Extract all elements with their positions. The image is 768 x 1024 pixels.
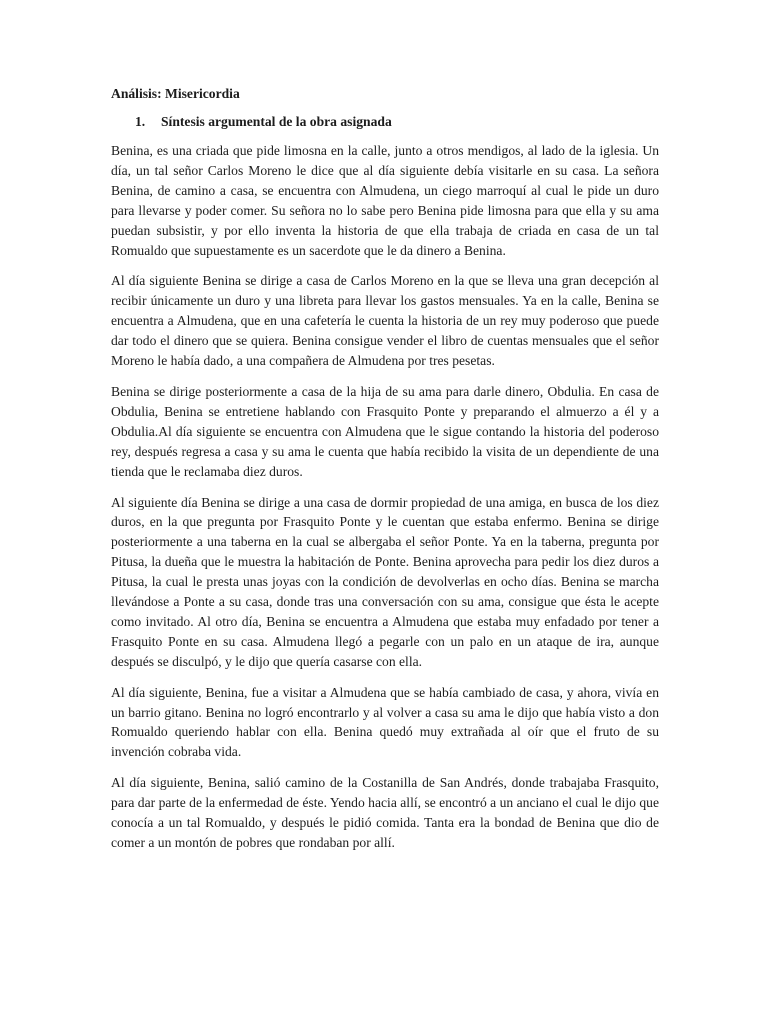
paragraph: Benina, es una criada que pide limosna en la calle, junto a otros mendigos, al lado de la iglesia. Un día, un tal señor Carlos Moreno le dice que al día siguiente debía visitarle en su casa. La señora Benina, de camino a casa, se encuentra con Almudena, un ciego marroquí al cual le pide un duro para llevarse y poder comer. Su señora no lo sabe pero Benina pide limosna para que ella y su ama puedan subsistir, y por ello inventa la historia de que ella trabaja de criada en casa de un tal Romualdo que supuestamente es un sacerdote que le da dinero a Benina. — [111, 143, 659, 258]
paragraph: Al día siguiente, Benina, salió camino de la Costanilla de San Andrés, donde trabajaba Frasquito, para dar parte de la enfermedad de éste. Yendo hacia allí, se encontró a un anciano el cual le dijo que conocía a un tal Romualdo, y después le pidió comida. Tanta era la bondad de Benina que dio de comer a un montón de pobres que rondaban por allí. — [111, 775, 659, 850]
document-title: Análisis: Misericordia — [111, 86, 240, 101]
paragraph: Al día siguiente Benina se dirige a casa de Carlos Moreno en la que se lleva una gran decepción al recibir únicamente un duro y una libreta para llevar los gastos mensuales. Ya en la calle, Benina se encuentra a Almudena, que en una cafetería le cuenta la historia de un rey muy poderoso que puede dar todo el dinero que se quiera. Benina consigue vender el libro de cuentas mensuales que el señor Moreno le había dado, a una compañera de Almudena por tres pesetas. — [111, 273, 659, 369]
paragraph: Benina se dirige posteriormente a casa de la hija de su ama para darle dinero, Obdulia. En casa de Obdulia, Benina se entretiene hablando con Frasquito Ponte y preparando el almuerzo a él y a Obdulia.Al día siguiente se encuentra con Almudena que le sigue contando la historia del poderoso rey, después regresa a casa y su ama le cuenta que había recibido la visita de un dependiente de una tienda que le reclamaba diez duros. — [111, 383, 659, 479]
paragraph: Al día siguiente, Benina, fue a visitar a Almudena que se había cambiado de casa, y ahora, vivía en un barrio gitano. Benina no logró encontrarlo y al volver a casa su ama le dijo que había visto a don Romualdo queriendo hablar con ella. Benina quedó muy extrañada al oír que el fruto de su invención cobraba vida. — [111, 684, 659, 760]
section-heading — [111, 112, 659, 132]
section-title: Síntesis argumental de la obra asignada — [161, 114, 392, 129]
document-page — [111, 84, 659, 864]
section-number: 1. — [135, 114, 146, 129]
paragraph: Al siguiente día Benina se dirige a una casa de dormir propiedad de una amiga, en busca de los diez duros, en la que pregunta por Frasquito Ponte y le cuentan que estaba enfermo. Benina se dirige posteriormente a una taberna en la cual se albergaba el señor Ponte. Ya en la taberna, pregunta por Pitusa, la dueña que le muestra la habitación de Ponte. Benina aprovecha para pedir los diez duros a Pitusa, la cual le presta unas joyas con la condición de devolverlas en ocho días. Benina se marcha llevándose a Ponte a su casa, donde tras una conversación con su ama, consigue que ésta le acepte como invitado. Al otro día, Benina se encuentra a Almudena que estaba muy enfadado por tener a Frasquito Ponte en su casa. Almudena llegó a pegarle con un palo en un ataque de ira, aunque después se disculpó, y le dijo que quería casarse con ella. — [111, 494, 659, 669]
